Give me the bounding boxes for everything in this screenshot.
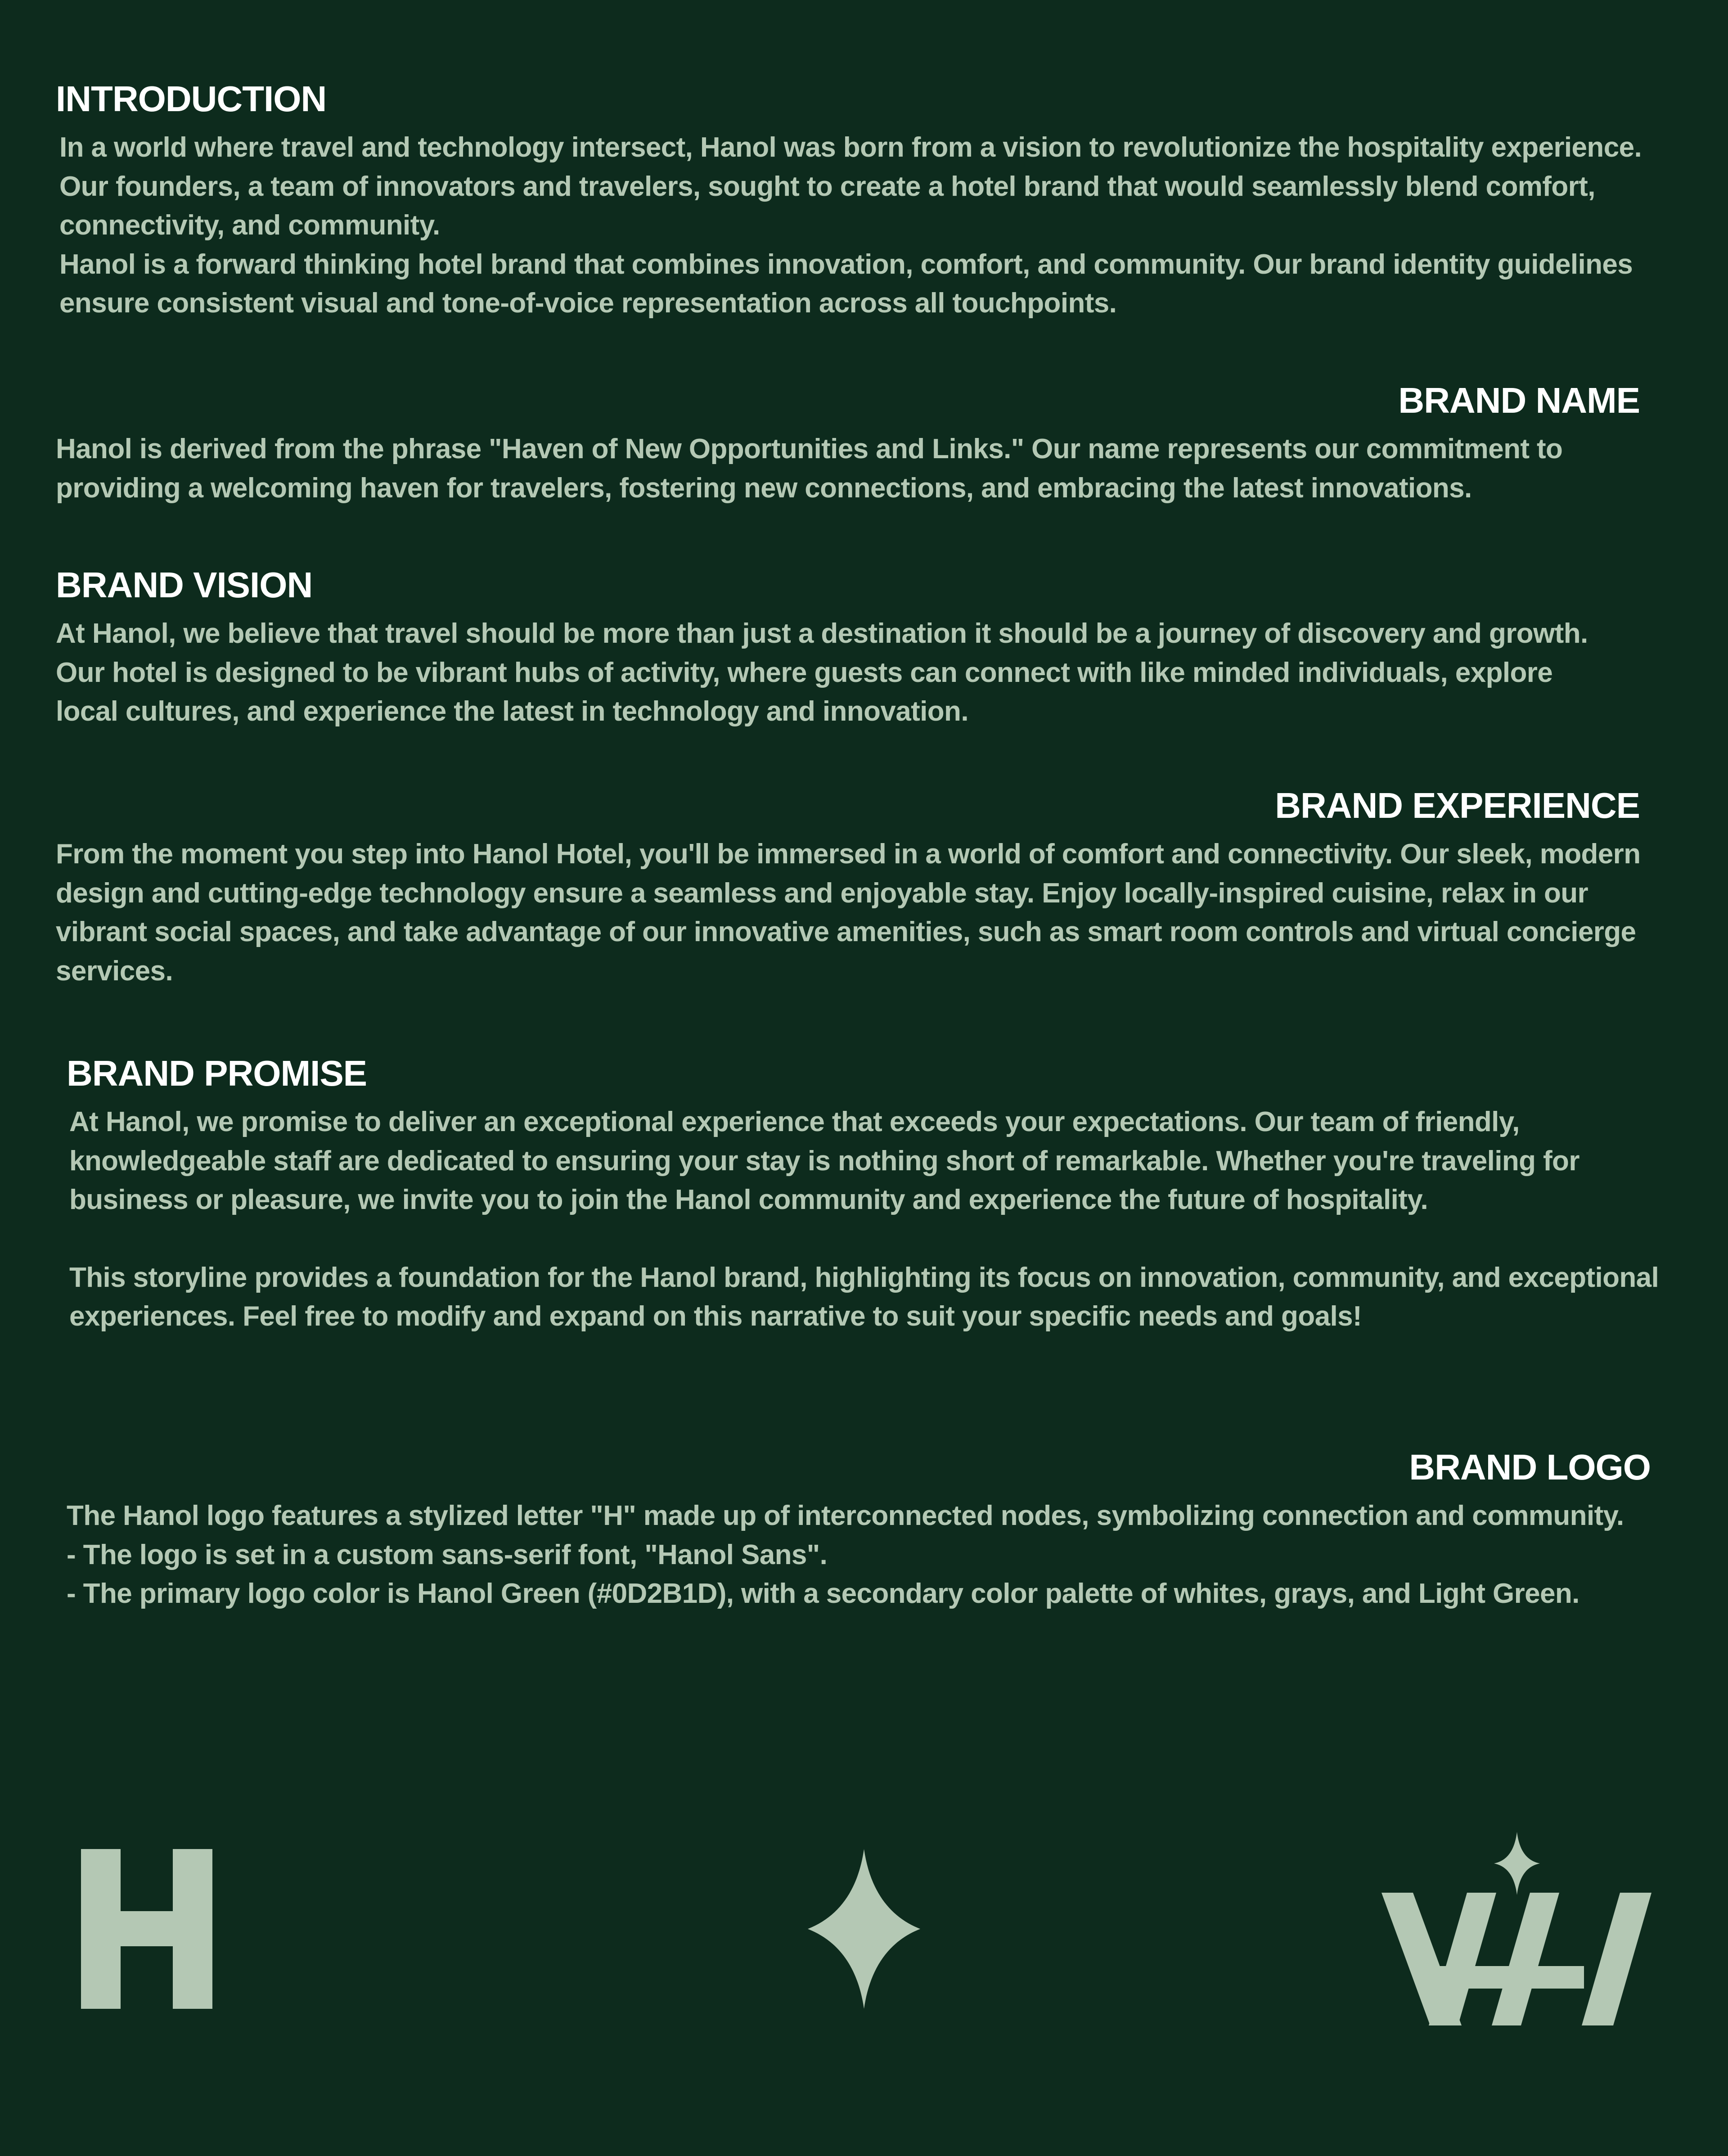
introduction-paragraph: Hanol is a forward thinking hotel brand that combines innovation, comfort, and community. Our brand identity guidelines ensure consistent visual and tone-of-voice representation across all touchpoints.	[59, 248, 1633, 319]
sparkle-star-icon	[808, 1849, 920, 2009]
brand-promise-section	[67, 1053, 1669, 1336]
brand-logo-bullet: - The primary logo color is Hanol Green (#0D2B1D), with a secondary color palette of whites, grays, and Light Green.	[67, 1578, 1580, 1609]
brand-logo-bullet: - The logo is set in a custom sans-serif font, "Hanol Sans".	[67, 1539, 828, 1570]
brand-logo-section	[67, 1447, 1673, 1614]
brand-vision-section	[56, 565, 1613, 731]
introduction-paragraph: In a world where travel and technology intersect, Hanol was born from a vision to revolutionize the hospitality experience. Our founders, a team of innovators and travelers, sought to create a hotel brand that would seamlessly blend comfort, connectivity, and community.	[59, 132, 1642, 241]
brand-logo-title: BRAND LOGO	[1409, 1447, 1651, 1487]
brand-logo-paragraph: The Hanol logo features a stylized letter "H" made up of interconnected nodes, symbolizing connection and community.	[67, 1500, 1624, 1531]
brand-promise-paragraph: At Hanol, we promise to deliver an exceptional experience that exceeds your expectations. Our team of friendly, knowledgeable staff are dedicated to ensuring your stay is nothing short of remarkable. Whether you're traveling for business or pleasure, we invite you to join the Hanol community and experience the future of hospitality.	[69, 1106, 1580, 1215]
h-letter-icon	[81, 1849, 212, 2009]
introduction-section	[56, 79, 1685, 323]
brand-vision-title: BRAND VISION	[56, 565, 313, 605]
hanol-logo-icon	[1382, 1832, 1652, 2028]
brand-experience-section	[56, 785, 1667, 991]
introduction-title: INTRODUCTION	[56, 79, 327, 119]
brand-experience-title: BRAND EXPERIENCE	[1275, 785, 1640, 825]
brand-experience-paragraph: From the moment you step into Hanol Hotel, you'll be immersed in a world of comfort and connectivity. Our sleek, modern design and cutting-edge technology ensure a seamless and enjoyable stay. Enjoy locally-inspired cuisine, relax in our vibrant social spaces, and take advantage of our innovative amenities, such as smart room controls and virtual concierge services.	[56, 839, 1641, 987]
brand-vision-paragraph: At Hanol, we believe that travel should be more than just a destination it should be a journey of discovery and growth. Our hotel is designed to be vibrant hubs of activity, where guests can connect with like minded individuals, explore local cultures, and experience the latest in technology and innovation.	[56, 618, 1588, 727]
brand-name-paragraph: Hanol is derived from the phrase "Haven of New Opportunities and Links." Our name represents our commitment to providing a welcoming haven for travelers, fostering new connections, and embracing the latest innovations.	[56, 433, 1563, 504]
brand-promise-note: This storyline provides a foundation for the Hanol brand, highlighting its focus on innovation, community, and exceptional experiences. Feel free to modify and expand on this narrative to suit your specific needs and goals!	[69, 1262, 1659, 1332]
brand-name-title: BRAND NAME	[1398, 380, 1640, 420]
brand-name-section	[56, 380, 1694, 508]
brand-promise-title: BRAND PROMISE	[67, 1053, 367, 1093]
